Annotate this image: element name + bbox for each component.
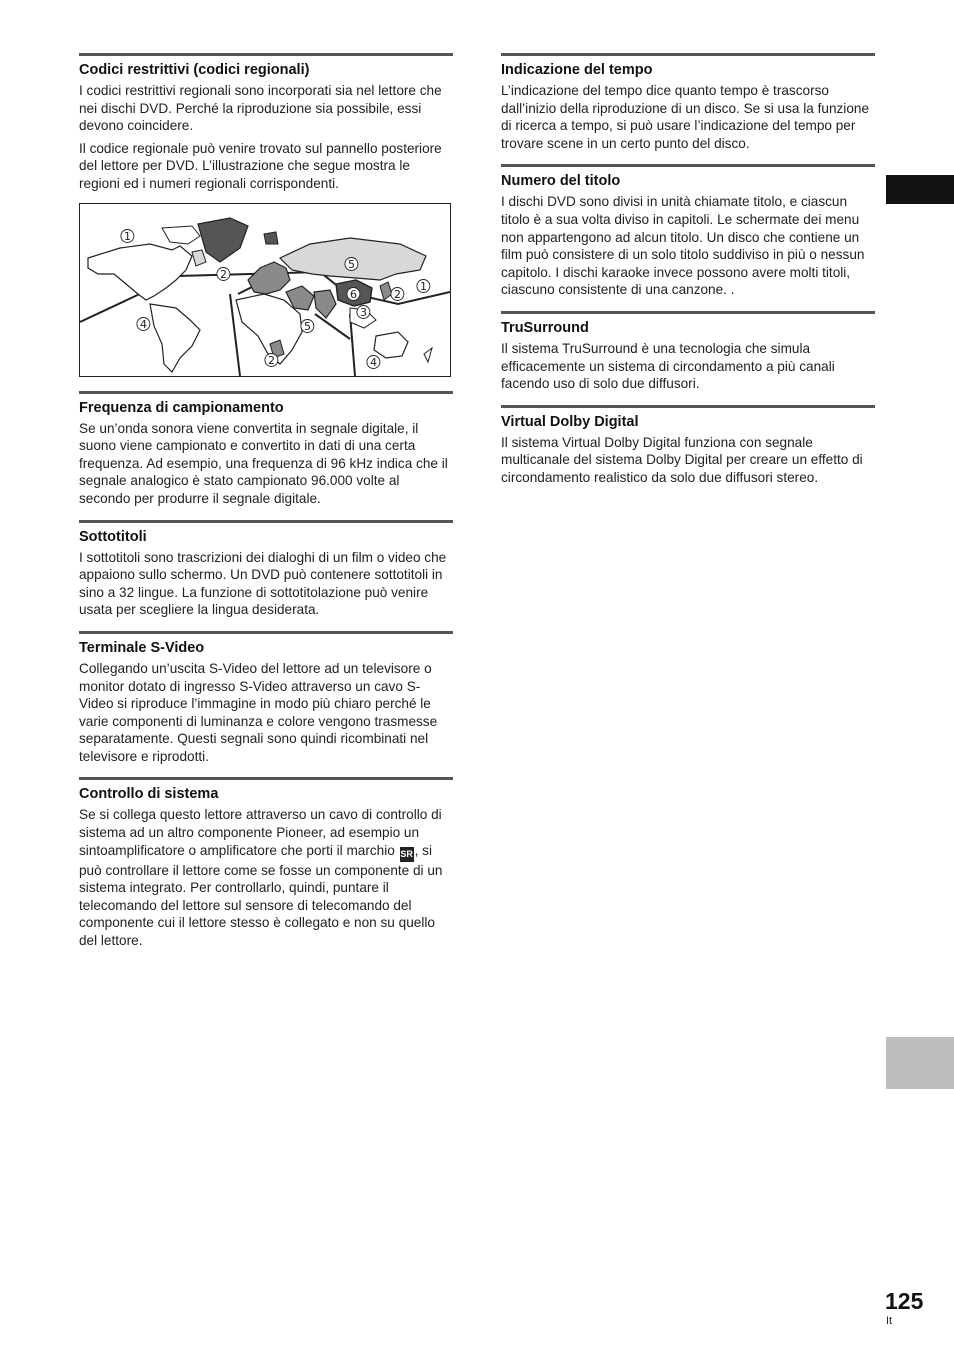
- left-column: [79, 53, 453, 962]
- region-label: 4: [140, 317, 147, 331]
- section-trusurround: [501, 311, 875, 393]
- heading-title-number: Numero del titolo: [501, 173, 621, 190]
- language-code: It: [886, 1315, 893, 1327]
- sr-mark-icon: SR: [400, 847, 414, 862]
- text-run: , si può controllare il lettore come se fosse un componente di un sistema integrato. Per controllarlo, quindi, puntare il telecomando del lettore sul sensore di telecomando del componente cui il lettore stesso è collegato e non su quello del lettore.: [79, 842, 443, 949]
- heading-subtitles: Sottotitoli: [79, 528, 147, 545]
- paragraph: Il codice regionale può venire trovato sul pannello posteriore del lettore per DVD. L’illustrazione che segue mostra le regioni ed i numeri regionali corrispondenti.: [79, 140, 442, 191]
- heading-virtual-dolby-digital: Virtual Dolby Digital: [501, 413, 639, 430]
- text-run: Se si collega questo lettore attraverso un cavo di controllo di sistema ad un altro componente Pioneer, ad esempio un sintoamplificatore o amplificatore che porti il marchio: [79, 807, 442, 858]
- paragraph: I sottotitoli sono trascrizioni dei dialoghi di un film o video che appaiono sullo schermo. Un DVD può contenere sottotitoli in sino a 32 lingue. La funzione di sottotitolazione può venire usata per scegliere la lingua desiderata.: [79, 549, 447, 618]
- heading-s-video: Terminale S-Video: [79, 639, 205, 656]
- section-time-display: [501, 53, 875, 152]
- region-label: 2: [220, 267, 227, 281]
- page-number: 125: [885, 1288, 924, 1314]
- section-regional-codes: [79, 53, 453, 377]
- region-label: 2: [268, 353, 275, 367]
- paragraph: [79, 806, 453, 949]
- section-virtual-dolby-digital: [501, 405, 875, 487]
- section-system-control: [79, 777, 453, 949]
- paragraph: Il sistema Virtual Dolby Digital funziona con segnale multicanale del sistema Dolby Digital per creare un effetto di circondamento realistico da solo due diffusori stereo.: [501, 434, 863, 485]
- paragraph: Collegando un’uscita S-Video del lettore ad un televisore o monitor dotato di ingresso S-Video attraverso un cavo S-Video si riproduce l’immagine in modo più chiaro perché le varie componenti di luminanza e colore vengono trasmesse separatamente. Questi segnali sono quindi ricombinati nel televisore e riprodotti.: [79, 660, 438, 764]
- paragraph: L’indicazione del tempo dice quanto tempo è trascorso dall’inizio della riproduzione di un disco. Se si usa la funzione di ricerca a tempo, si può usare l’indicazione del tempo per trovare scene in un certo punto del disco.: [501, 83, 870, 151]
- heading-trusurround: TruSurround: [501, 319, 589, 336]
- paragraph: I codici restrittivi regionali sono incorporati sia nel lettore che nei dischi DVD. Perché la riproduzione sia possibile, essi devono coincidere.: [79, 83, 442, 134]
- paragraph: I dischi DVD sono divisi in unità chiamate titolo, e ciascun titolo è a sua volta diviso in capitoli. Le schermate dei menu non appartengono ad alcun titolo. Un disco che contiene un film può consistere di un solo titolo suddiviso in più o nessun capitolo. I dischi karaoke invece possono avere molti titoli, ciascuno consistente di una canzone. .: [501, 194, 865, 298]
- region-label: 1: [124, 229, 131, 243]
- region-label: 5: [348, 257, 355, 271]
- region-label: 5: [304, 319, 311, 333]
- heading-system-control: Controllo di sistema: [79, 786, 219, 803]
- heading-time-display: Indicazione del tempo: [501, 62, 653, 78]
- region-label: 4: [370, 355, 377, 369]
- section-sampling-frequency: [79, 391, 453, 508]
- paragraph: Il sistema TruSurround è una tecnologia che simula efficacemente un sistema di circondamento a più canali facendo uso di solo due diffusori.: [501, 340, 835, 392]
- region-map: [79, 203, 451, 377]
- heading-sampling-frequency: Frequenza di campionamento: [79, 399, 284, 416]
- section-subtitles: [79, 520, 453, 619]
- region-label: 6: [350, 287, 357, 301]
- region-label: 3: [360, 305, 367, 319]
- heading-regional-codes: Codici restrittivi (codici regionali): [79, 62, 310, 78]
- section-title-number: [501, 164, 875, 299]
- region-label: 2: [394, 287, 401, 301]
- index-tab-marker: [886, 1037, 954, 1089]
- right-column: [501, 53, 875, 499]
- section-s-video: [79, 631, 453, 766]
- paragraph: Se un’onda sonora viene convertita in segnale digitale, il suono viene campionato e convertito in dati di una certa frequenza. Ad esempio, una frequenza di 96 kHz indica che il segnale analogico è stato campionato 96.000 volte al secondo per produrre il segnale digitale.: [79, 420, 448, 506]
- world-region-map-illustration: [80, 204, 450, 376]
- section-tab-marker: [886, 175, 954, 204]
- region-label: 1: [420, 279, 427, 293]
